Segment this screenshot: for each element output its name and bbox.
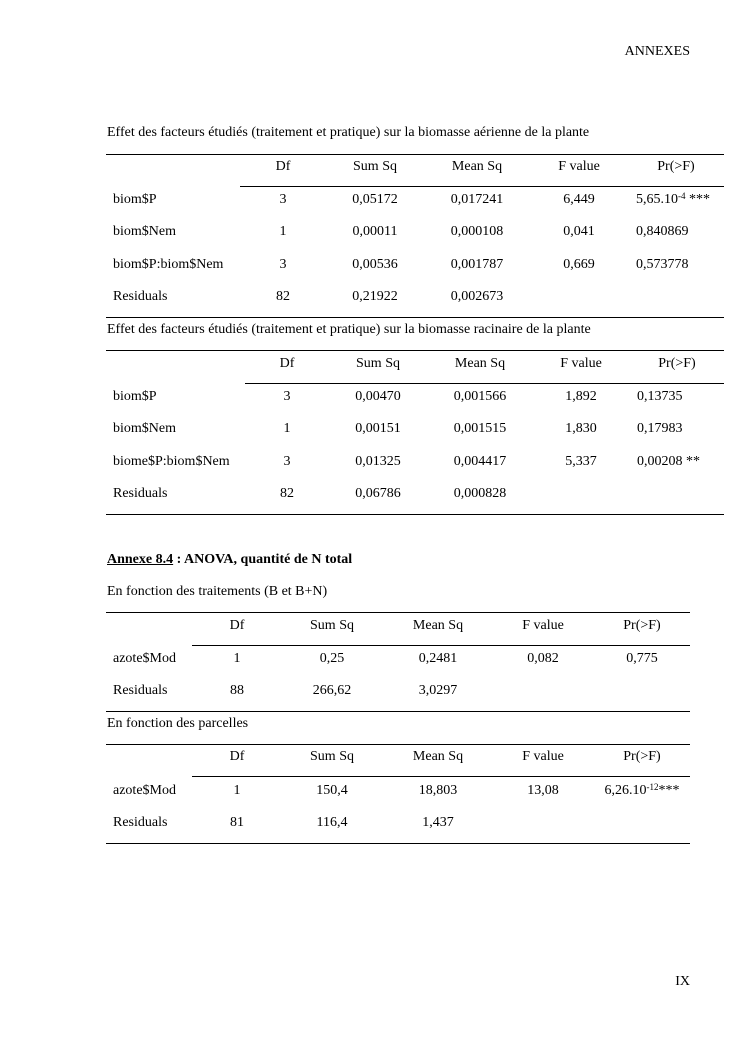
table3-bottom-rule — [106, 711, 690, 712]
table1-bottom-rule — [106, 317, 724, 318]
row-label: biom$P — [113, 389, 157, 404]
cell-sumsq: 0,05172 — [352, 192, 398, 207]
col-header-sumsq: Sum Sq — [353, 159, 397, 174]
cell-sumsq: 0,00470 — [355, 389, 401, 404]
row-label: biom$P — [113, 192, 157, 207]
cell-meansq: 0,2481 — [418, 651, 458, 666]
cell-pr — [637, 454, 700, 470]
pr-exponent: -4 — [678, 191, 686, 201]
col-header-pr: Pr(>F) — [623, 618, 661, 633]
page-header: ANNEXES — [624, 44, 690, 59]
col-header-fvalue: F value — [522, 618, 564, 633]
table4-bottom-rule — [106, 843, 690, 844]
cell-pr — [605, 783, 680, 799]
cell-fvalue: 5,337 — [565, 454, 597, 469]
annex-number: Annexe 8.4 — [107, 552, 174, 567]
table4-caption: En fonction des parcelles — [107, 716, 249, 731]
page-number: IX — [675, 974, 690, 989]
cell-df: 3 — [283, 454, 291, 469]
cell-df: 1 — [233, 783, 241, 798]
table1-header-rule — [240, 186, 724, 187]
col-header-meansq: Mean Sq — [412, 749, 464, 764]
cell-fvalue: 1,892 — [565, 389, 597, 404]
col-header-df: Df — [229, 618, 245, 633]
cell-df: 1 — [279, 224, 287, 239]
pr-significance: *** — [658, 783, 680, 798]
cell-df: 1 — [233, 651, 241, 666]
annex-heading — [107, 552, 352, 568]
cell-fvalue: 6,449 — [563, 192, 595, 207]
cell-meansq: 0,000108 — [450, 224, 504, 239]
cell-meansq: 0,000828 — [453, 486, 507, 501]
pr-exponent: -12 — [646, 782, 659, 792]
cell-fvalue: 0,041 — [563, 224, 595, 239]
col-header-df: Df — [275, 159, 291, 174]
row-label: biom$Nem — [113, 224, 176, 239]
row-label: Residuals — [113, 683, 168, 698]
cell-fvalue: 1,830 — [565, 421, 597, 436]
cell-sumsq: 150,4 — [316, 783, 348, 798]
cell-sumsq: 0,00151 — [355, 421, 401, 436]
cell-pr — [636, 192, 710, 208]
cell-meansq: 0,004417 — [453, 454, 507, 469]
cell-df: 82 — [280, 486, 294, 501]
cell-sumsq: 0,01325 — [355, 454, 401, 469]
col-header-meansq: Mean Sq — [454, 356, 506, 371]
table3-top-rule — [106, 612, 690, 613]
cell-sumsq: 0,00536 — [352, 257, 398, 272]
col-header-fvalue: F value — [522, 749, 564, 764]
cell-df: 88 — [230, 683, 244, 698]
row-label: biom$P:biom$Nem — [113, 257, 224, 272]
cell-sumsq: 266,62 — [312, 683, 352, 698]
row-label: Residuals — [113, 289, 168, 304]
table4-top-rule — [106, 744, 690, 745]
cell-meansq: 0,001566 — [453, 389, 507, 404]
pr-significance: ** — [682, 454, 700, 469]
row-label: azote$Mod — [113, 651, 176, 666]
cell-df: 1 — [283, 421, 291, 436]
cell-df: 3 — [279, 192, 287, 207]
cell-fvalue: 0,082 — [527, 651, 559, 666]
col-header-meansq: Mean Sq — [451, 159, 503, 174]
pr-mantissa: 6,26.10 — [604, 783, 647, 798]
col-header-pr: Pr(>F) — [623, 749, 661, 764]
cell-meansq: 3,0297 — [418, 683, 458, 698]
cell-df: 3 — [283, 389, 291, 404]
row-label: azote$Mod — [113, 783, 176, 798]
cell-df: 3 — [279, 257, 287, 272]
cell-pr: 0,840869 — [636, 224, 689, 239]
table2-bottom-rule — [106, 514, 724, 515]
cell-meansq: 0,017241 — [450, 192, 504, 207]
table2-caption: Effet des facteurs étudiés (traitement et pratique) sur la biomasse racinaire de la plante — [107, 322, 591, 337]
row-label: Residuals — [113, 815, 168, 830]
row-label: biom$Nem — [113, 421, 176, 436]
cell-sumsq: 0,06786 — [355, 486, 401, 501]
table1-caption: Effet des facteurs étudiés (traitement et pratique) sur la biomasse aérienne de la plante — [107, 125, 590, 140]
cell-sumsq: 116,4 — [316, 815, 348, 830]
cell-meansq: 1,437 — [422, 815, 454, 830]
cell-sumsq: 0,21922 — [352, 289, 398, 304]
table1-top-rule — [106, 154, 724, 155]
cell-pr: 0,13735 — [637, 389, 683, 404]
row-label: biome$P:biom$Nem — [113, 454, 230, 469]
row-label: Residuals — [113, 486, 168, 501]
cell-df: 82 — [276, 289, 290, 304]
table2-top-rule — [106, 350, 724, 351]
col-header-fvalue: F value — [558, 159, 600, 174]
pr-value: 0,00208 — [637, 454, 683, 469]
table3-caption: En fonction des traitements (B et B+N) — [107, 584, 328, 599]
cell-sumsq: 0,00011 — [352, 224, 398, 239]
pr-mantissa: 5,65.10 — [636, 192, 678, 207]
cell-pr: 0,573778 — [636, 257, 689, 272]
cell-df: 81 — [230, 815, 244, 830]
table4-header-rule — [192, 776, 690, 777]
cell-fvalue: 13,08 — [527, 783, 559, 798]
cell-meansq: 0,002673 — [450, 289, 504, 304]
col-header-df: Df — [229, 749, 245, 764]
cell-pr: 0,775 — [626, 651, 658, 666]
table3-header-rule — [192, 645, 690, 646]
pr-significance: *** — [685, 192, 710, 207]
col-header-meansq: Mean Sq — [412, 618, 464, 633]
cell-meansq: 0,001515 — [453, 421, 507, 436]
col-header-pr: Pr(>F) — [657, 159, 695, 174]
col-header-pr: Pr(>F) — [658, 356, 696, 371]
cell-sumsq: 0,25 — [319, 651, 345, 666]
cell-meansq: 18,803 — [418, 783, 458, 798]
col-header-df: Df — [279, 356, 295, 371]
col-header-fvalue: F value — [560, 356, 602, 371]
col-header-sumsq: Sum Sq — [310, 749, 354, 764]
table2-header-rule — [245, 383, 724, 384]
col-header-sumsq: Sum Sq — [356, 356, 400, 371]
cell-fvalue: 0,669 — [563, 257, 595, 272]
col-header-sumsq: Sum Sq — [310, 618, 354, 633]
annex-title: : ANOVA, quantité de N total — [173, 552, 353, 567]
cell-meansq: 0,001787 — [450, 257, 504, 272]
cell-pr: 0,17983 — [637, 421, 683, 436]
